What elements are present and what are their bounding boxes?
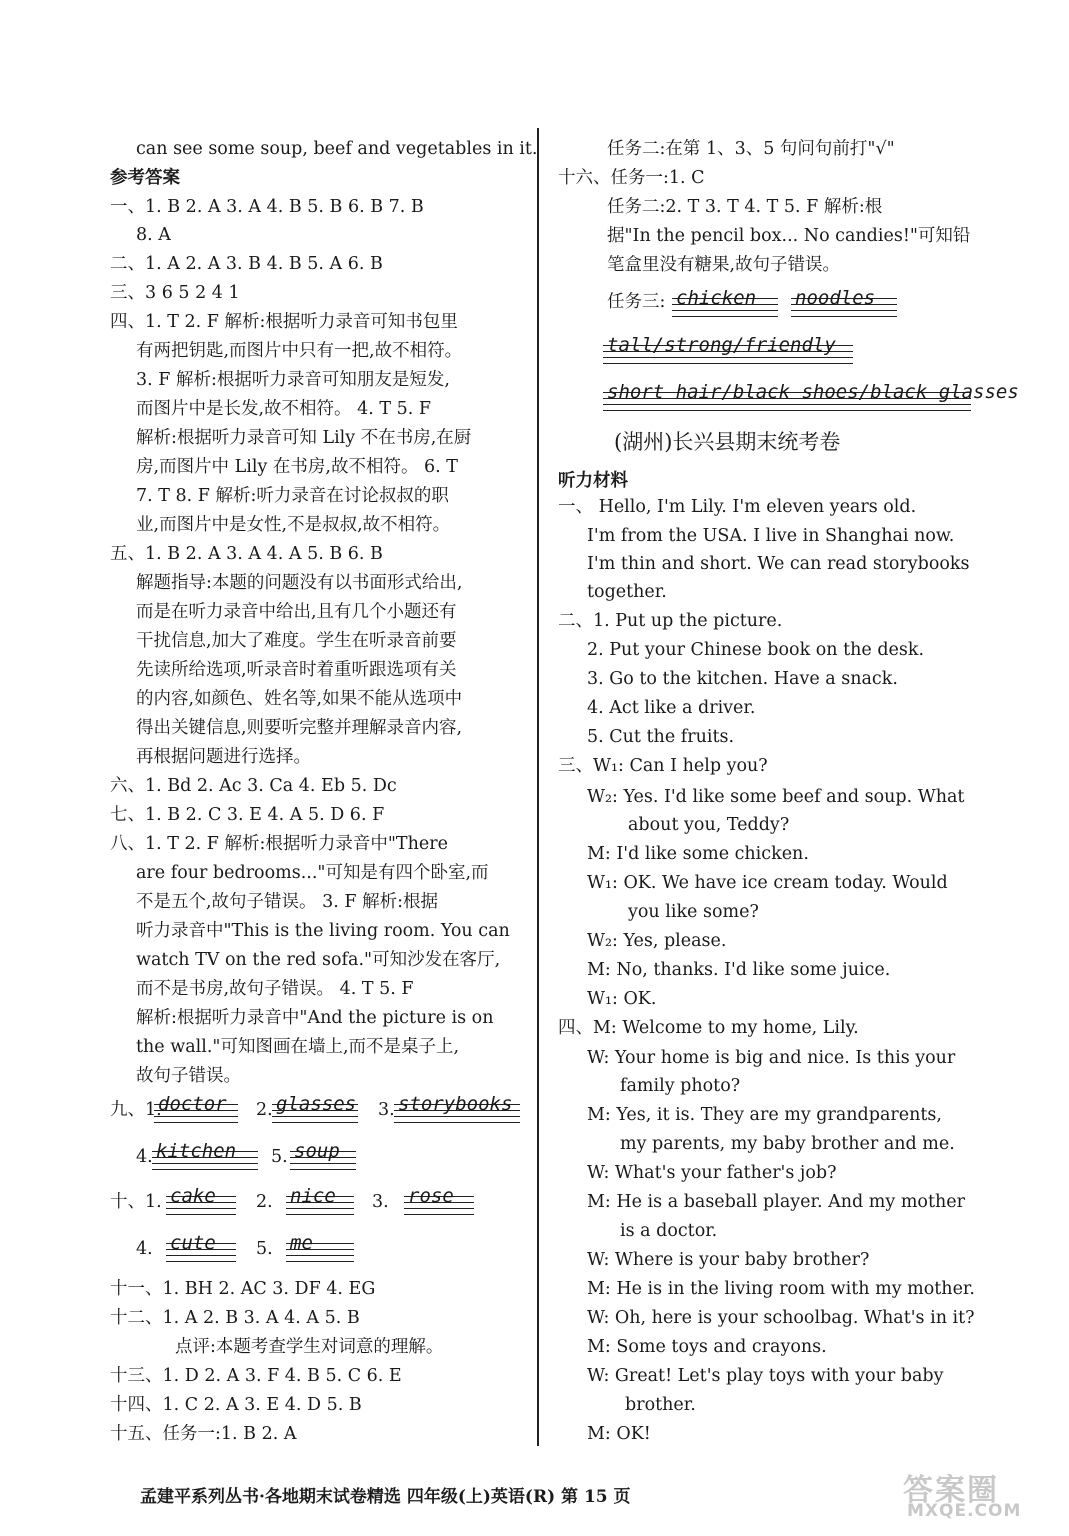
left-text-line: 五、1. B 2. A 3. A 4. A 5. B 6. B [110, 544, 383, 564]
right-text-line: 二、1. Put up the picture. [558, 611, 783, 631]
writing-guide-line [166, 1261, 236, 1262]
left-text-line: 十三、1. D 2. A 3. F 4. B 5. C 6. E [110, 1366, 402, 1386]
left-text-line: 十一、1. BH 2. AC 3. DF 4. EG [110, 1279, 376, 1299]
right-text-line: W: Great! Let's play toys with your baby [587, 1366, 944, 1386]
writing-guide-line [286, 1261, 354, 1262]
writing-guide-line [166, 1255, 236, 1256]
right-text-line: 任务二:2. T 3. T 4. T 5. F 解析:根 [607, 197, 883, 217]
right-text-line: brother. [625, 1395, 696, 1415]
right-text-line: 2. Put your Chinese book on the desk. [587, 640, 925, 660]
left-text-line: 干扰信息,加大了难度。学生在听录音前要 [136, 631, 457, 651]
left-text-line: 而是在听力录音中给出,且有几个小题还有 [136, 602, 457, 622]
left-text-line: watch TV on the red sofa."可知沙发在客厅, [136, 950, 501, 970]
writing-guide-line [154, 1116, 238, 1117]
left-text-line: 先读所给选项,听录音时着重听跟选项有关 [136, 660, 457, 680]
handwritten-answer: noodles [795, 287, 876, 309]
left-text-line: 七、1. B 2. C 3. E 4. A 5. D 6. F [110, 805, 385, 825]
writing-guide-line [272, 1122, 358, 1123]
handwritten-answer: cute [170, 1232, 216, 1254]
left-text-line: 7. T 8. F 解析:听力录音在讨论叔叔的职 [136, 486, 449, 506]
page-footer: 孟建平系列丛书·各地期末试卷精选 四年级(上)英语(R) 第 15 页 [140, 1487, 631, 1507]
right-text-line: my parents, my baby brother and me. [620, 1134, 955, 1154]
handwritten-answer: short hair/black shoes/black glasses [607, 381, 1019, 403]
left-text-line: 四、1. T 2. F 解析:根据听力录音可知书包里 [110, 312, 458, 332]
right-text-line: 三、W₁: Can I help you? [558, 756, 768, 776]
right-text-line: 3. Go to the kitchen. Have a snack. [587, 669, 898, 689]
handwritten-answer: storybooks [398, 1093, 513, 1115]
left-text-line: 4. [136, 1239, 153, 1259]
left-text-line: 5. [271, 1147, 288, 1167]
right-text-line: W₁: OK. [587, 989, 657, 1009]
left-text-line: 得出关键信息,则要听完整并理解录音内容, [136, 718, 463, 738]
left-text-line: 3. [372, 1192, 389, 1212]
left-text-line: 3. F 解析:根据听力录音可知朋友是短发, [136, 370, 450, 390]
right-text-line: is a doctor. [620, 1221, 718, 1241]
writing-guide-line [394, 1122, 520, 1123]
handwritten-answer: glasses [276, 1093, 357, 1115]
left-text-line: 故句子错误。 [136, 1066, 241, 1086]
writing-guide-line [404, 1214, 474, 1215]
left-text-line: 而图片中是长发,故不相符。 4. T 5. F [136, 399, 432, 419]
right-text-line: together. [587, 582, 667, 602]
left-text-line: 二、1. A 2. A 3. B 4. B 5. A 6. B [110, 254, 383, 274]
left-text-line: 十二、1. A 2. B 3. A 4. A 5. B [110, 1308, 360, 1328]
left-text-line: 听力录音中"This is the living room. You can [136, 921, 510, 941]
handwritten-answer: tall/strong/friendly [607, 334, 836, 356]
left-text-line: 解题指导:本题的问题没有以书面形式给出, [136, 573, 463, 593]
writing-guide-line [791, 316, 897, 317]
left-text-line: 九、1. [110, 1100, 162, 1120]
left-text-line: 有两把钥匙,而图片中只有一把,故不相符。 [136, 341, 463, 361]
handwritten-answer: me [290, 1232, 313, 1254]
right-text-line: 据"In the pencil box... No candies!"可知铅 [607, 226, 971, 246]
right-text-line: 四、M: Welcome to my home, Lily. [558, 1018, 859, 1038]
writing-guide-line [603, 410, 971, 411]
writing-guide-line [290, 1169, 356, 1170]
right-text-line: W: Oh, here is your schoolbag. What's in it? [587, 1308, 975, 1328]
handwritten-answer: doctor [158, 1093, 227, 1115]
right-text-line: W: Where is your baby brother? [587, 1250, 870, 1270]
left-text-line: 十四、1. C 2. A 3. E 4. D 5. B [110, 1395, 362, 1415]
left-text-line: 3. [378, 1100, 395, 1120]
left-text-line: 的内容,如颜色、姓名等,如果不能从选项中 [136, 689, 463, 709]
left-text-line: 2. [256, 1100, 273, 1120]
left-text-line: 业,而图片中是女性,不是叔叔,故不相符。 [136, 515, 451, 535]
writing-guide-line [603, 357, 853, 358]
right-text-line: you like some? [628, 902, 759, 922]
right-text-line: I'm from the USA. I live in Shanghai now. [587, 526, 955, 546]
left-text-line: 三、3 6 5 2 4 1 [110, 283, 240, 303]
left-text-line: are four bedrooms..."可知是有四个卧室,而 [136, 863, 489, 883]
right-text-line: W₂: Yes. I'd like some beef and soup. What [587, 787, 965, 807]
left-text-line: 六、1. Bd 2. Ac 3. Ca 4. Eb 5. Dc [110, 776, 397, 796]
right-text-line: M: He is a baseball player. And my mother [587, 1192, 965, 1212]
right-text-line: M: Some toys and crayons. [587, 1337, 827, 1357]
writing-guide-line [290, 1163, 356, 1164]
writing-guide-line [272, 1116, 358, 1117]
left-text-line: 参考答案 [110, 168, 180, 188]
right-text-line: 听力材料 [558, 471, 628, 491]
column-divider [537, 128, 539, 1446]
handwritten-answer: rose [408, 1185, 454, 1207]
right-text-line: 任务二:在第 1、3、5 句问句前打"√" [607, 139, 895, 159]
writing-guide-line [603, 363, 853, 364]
left-text-line: 十五、任务一:1. B 2. A [110, 1424, 297, 1444]
writing-guide-line [603, 404, 971, 405]
right-text-line: 4. Act like a driver. [587, 698, 756, 718]
right-text-line: W: What's your father's job? [587, 1163, 837, 1183]
left-text-line: 再根据问题进行选择。 [136, 747, 311, 767]
right-text-line: 一、 Hello, I'm Lily. I'm eleven years old. [558, 497, 917, 517]
right-text-line: M: I'd like some chicken. [587, 844, 809, 864]
writing-guide-line [394, 1116, 520, 1117]
section-title: (湖州)长兴县期末统考卷 [614, 430, 841, 454]
left-text-line: 一、1. B 2. A 3. A 4. B 5. B 6. B 7. B [110, 197, 424, 217]
right-text-line: 笔盒里没有糖果,故句子错误。 [607, 255, 841, 275]
left-text-line: 8. A [136, 225, 171, 245]
right-text-line: M: Yes, it is. They are my grandparents, [587, 1105, 942, 1125]
handwritten-answer: cake [170, 1185, 216, 1207]
left-text-line: 解析:根据听力录音可知 Lily 不在书房,在厨 [136, 428, 472, 448]
writing-guide-line [286, 1255, 354, 1256]
right-text-line: family photo? [620, 1076, 741, 1096]
left-text-line: the wall."可知图画在墙上,而不是桌子上, [136, 1037, 460, 1057]
writing-guide-line [404, 1208, 474, 1209]
handwritten-answer: kitchen [156, 1140, 237, 1162]
writing-guide-line [154, 1122, 238, 1123]
handwritten-answer: soup [294, 1140, 340, 1162]
left-text-line: 解析:根据听力录音中"And the picture is on [136, 1008, 494, 1028]
writing-guide-line [791, 310, 897, 311]
right-text-line: I'm thin and short. We can read storybooks [587, 554, 970, 574]
right-text-line: 十六、任务一:1. C [558, 168, 705, 188]
right-text-line: 任务三: [607, 292, 666, 312]
writing-guide-line [672, 310, 778, 311]
right-text-line: W₂: Yes, please. [587, 931, 727, 951]
right-text-line: W₁: OK. We have ice cream today. Would [587, 873, 948, 893]
left-text-line: 2. [256, 1192, 273, 1212]
left-text-line: 5. [256, 1239, 273, 1259]
right-text-line: M: OK! [587, 1424, 651, 1444]
writing-guide-line [152, 1169, 258, 1170]
left-text-line: 十、1. [110, 1192, 162, 1212]
writing-guide-line [286, 1214, 354, 1215]
writing-guide-line [166, 1214, 236, 1215]
left-text-line: 4. [136, 1147, 153, 1167]
left-text-line: 八、1. T 2. F 解析:根据听力录音中"There [110, 834, 448, 854]
left-text-line: can see some soup, beef and vegetables in it. [136, 139, 538, 159]
watermark-logo [895, 1465, 1045, 1527]
writing-guide-line [152, 1163, 258, 1164]
right-text-line: about you, Teddy? [628, 815, 790, 835]
right-text-line: M: He is in the living room with my mother. [587, 1279, 975, 1299]
handwritten-answer: nice [290, 1185, 336, 1207]
writing-guide-line [286, 1208, 354, 1209]
right-text-line: 5. Cut the fruits. [587, 727, 735, 747]
writing-guide-line [672, 316, 778, 317]
watermark-cn: 答案圈 [903, 1473, 999, 1508]
left-text-line: 而不是书房,故句子错误。 4. T 5. F [136, 979, 414, 999]
writing-guide-line [166, 1208, 236, 1209]
right-text-line: M: No, thanks. I'd like some juice. [587, 960, 891, 980]
watermark-en: MXQE.COM [907, 1501, 1022, 1521]
handwritten-answer: chicken [676, 287, 757, 309]
left-text-line: 不是五个,故句子错误。 3. F 解析:根据 [136, 892, 438, 912]
left-text-line: 点评:本题考查学生对词意的理解。 [175, 1337, 444, 1357]
left-text-line: 房,而图片中 Lily 在书房,故不相符。 6. T [136, 457, 458, 477]
right-text-line: W: Your home is big and nice. Is this your [587, 1048, 956, 1068]
